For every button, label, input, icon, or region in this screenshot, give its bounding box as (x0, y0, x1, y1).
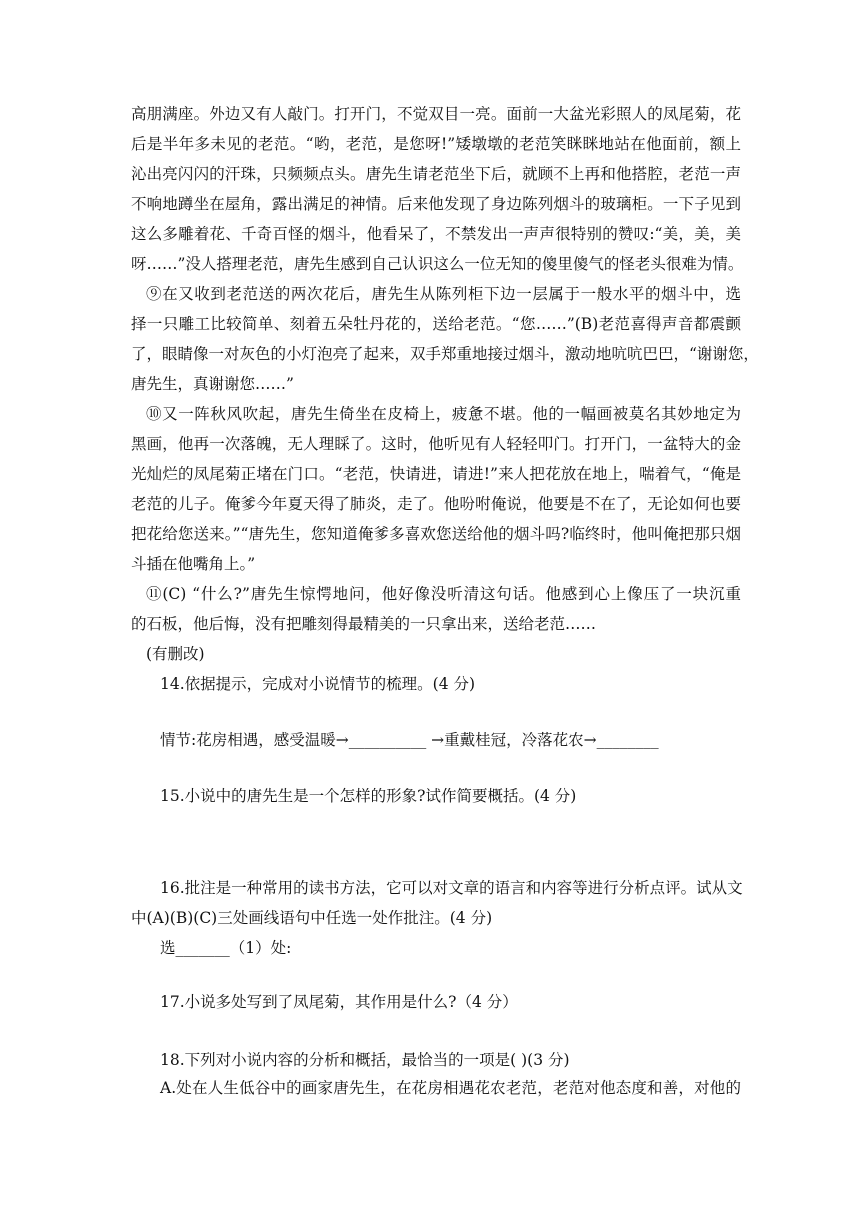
paragraph-10-line: ⑩又一阵秋风吹起，唐先生倚坐在皮椅上，疲惫不堪。他的一幅画被莫名其妙地定为 (146, 405, 741, 423)
question-16-answer: 选_______（1）处: (160, 939, 292, 957)
passage-line: 呀……”没人搭理老范，唐先生感到自己认识这么一位无知的傻里傻气的怪老头很难为情。 (131, 255, 744, 273)
question-15: 15.小说中的唐先生是一个怎样的形象?试作简要概括。(4 分) (160, 787, 577, 805)
passage-line: 唐先生，真谢谢您……” (131, 375, 294, 393)
passage-line: 这么多雕着花、千奇百怪的烟斗，他看呆了，不禁发出一声声很特别的赞叹:“美，美，美 (131, 225, 741, 243)
paragraph-11-line: ⑪(C) “什么?”唐先生惊愕地问，他好像没听清这句话。他感到心上像压了一块沉重 (146, 585, 741, 603)
question-17: 17.小说多处写到了凤尾菊，其作用是什么?（4 分） (160, 993, 518, 1011)
passage-line: 高朋满座。外边又有人敲门。打开门，不觉双目一亮。面前一大盆光彩照人的凤尾菊，花 (131, 105, 741, 123)
passage-line: 的石板，他后悔，没有把雕刻得最精美的一只拿出来，送给老范…… (131, 615, 597, 633)
question-14-plot: 情节:花房相遇，感受温暖→__________ →重戴桂冠，冷落花农→________ (160, 731, 659, 749)
passage-line: 光灿烂的凤尾菊正堵在门口。“老范，快请进，请进!”来人把花放在地上，喘着气，“俺是 (131, 465, 741, 483)
passage-line: 择一只雕工比较简单、刻着五朵牡丹花的，送给老范。“您……”(B)老范喜得声音都震颤 (131, 315, 741, 333)
abridged-note: (有删改) (146, 645, 205, 663)
passage-line: 不响地蹲坐在屋角，露出满足的神情。后来他发现了身边陈列烟斗的玻璃柜。一下子见到 (131, 195, 741, 213)
question-16-line-2: 中(A)(B)(C)三处画线语句中任选一处作批注。(4 分) (131, 909, 493, 927)
question-14: 14.依据提示，完成对小说情节的梳理。(4 分) (160, 675, 476, 693)
passage-line: 老范的儿子。俺爹今年夏天得了肺炎，走了。他吩咐俺说，他要是不在了，无论如何也要 (131, 495, 741, 513)
passage-line: 后是半年多未见的老范。“哟，老范，是您呀!”矮墩墩的老范笑眯眯地站在他面前，额上 (131, 135, 741, 153)
passage-line: 斗插在他嘴角上。” (131, 555, 256, 573)
passage-line: 把花给您送来。”“唐先生，您知道俺爹多喜欢您送给他的烟斗吗?临终时，他叫俺把那只烟 (131, 525, 741, 543)
passage-line: 黑画，他再一次落魄，无人理睬了。这时，他听见有人轻轻叩门。打开门，一盆特大的金 (131, 435, 741, 453)
passage-line: 沁出亮闪闪的汗珠，只频频点头。唐先生请老范坐下后，就顾不上再和他搭腔，老范一声 (131, 165, 741, 183)
question-18-option-a: A.处在人生低谷中的画家唐先生，在花房相遇花农老范，老范对他态度和善，对他的 (160, 1079, 741, 1097)
question-18: 18.下列对小说内容的分析和概括，最恰当的一项是( )(3 分) (160, 1051, 570, 1069)
paragraph-9-line: ⑨在又收到老范送的两次花后，唐先生从陈列柜下边一层属于一般水平的烟斗中，选 (146, 285, 741, 303)
question-16-line-1: 16.批注是一种常用的读书方法，它可以对文章的语言和内容等进行分析点评。试从文 (160, 879, 743, 897)
passage-line: 了，眼睛像一对灰色的小灯泡亮了起来，双手郑重地接过烟斗，激动地吭吭巴巴，“谢谢您， (131, 345, 759, 363)
